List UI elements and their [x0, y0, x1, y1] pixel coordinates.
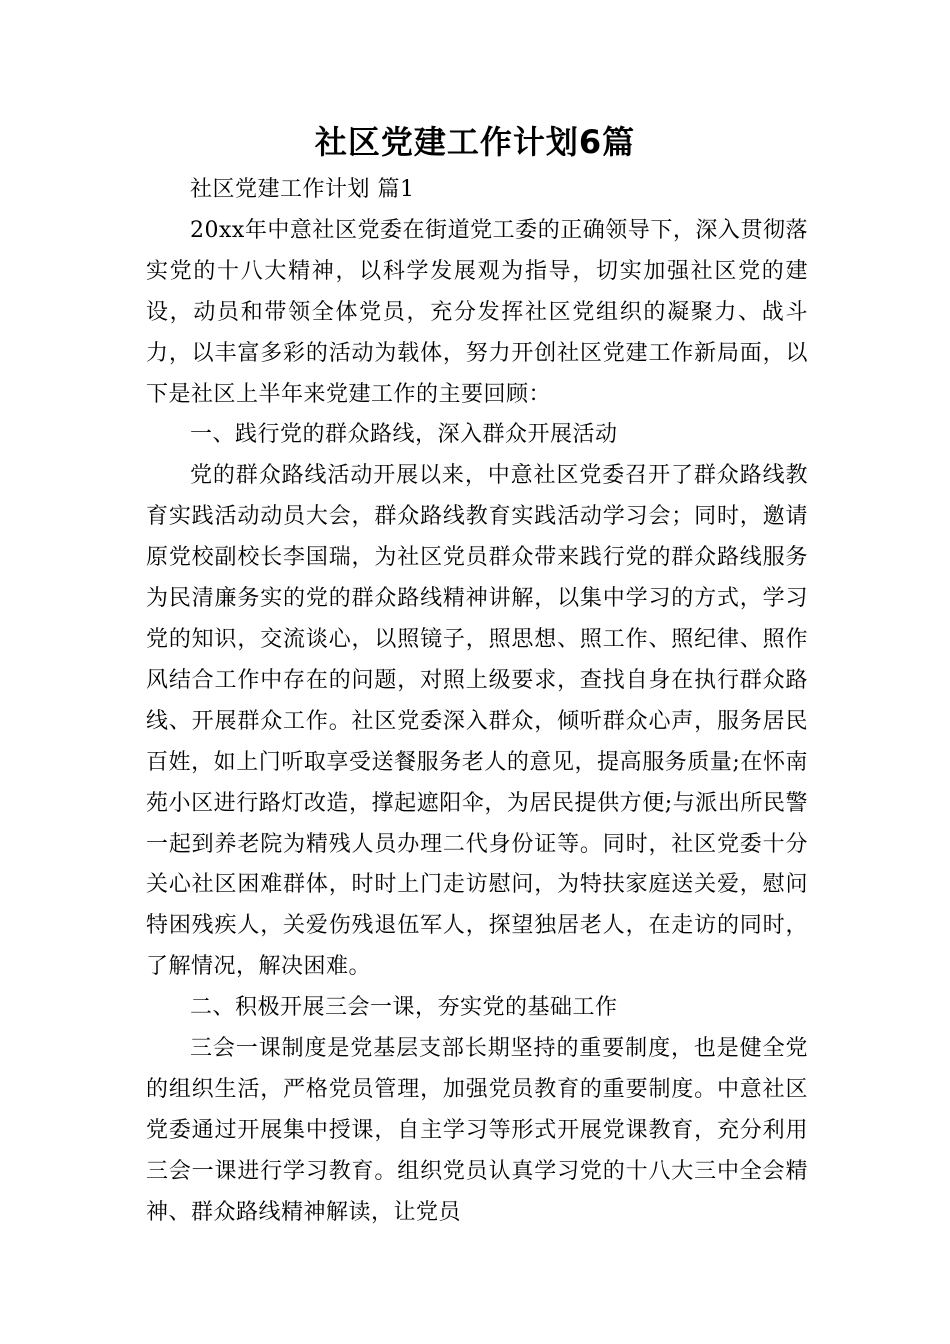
document-title: 社区党建工作计划6篇 [314, 123, 636, 161]
section-heading: 社区党建工作计划 篇1 [190, 177, 415, 202]
document-body [146, 170, 808, 1234]
section-heading: 一、践行党的群众路线，深入群众开展活动 [190, 422, 618, 448]
paragraph: 党的群众路线活动开展以来，中意社区党委召开了群众路线教育实践活动动员大会，群众路线教育实践活动学习会；同时，邀请原党校副校长李国瑞，为社区党员群众带来践行党的群众路线服务为民清廉务实的党的群众路线精神讲解，以集中学习的方式，学习党的知识，交流谈心，以照镜子，照思想、照工作、照纪律、照作风结合工作中存在的问题，对照上级要求，查找自身在执行群众路线、开展群众工作。社区党委深入群众，倾听群众心声，服务居民百姓，如上门听取享受送餐服务老人的意见，提高服务质量;在怀南苑小区进行路灯改造，撑起遮阳伞，为居民提供方便;与派出所民警一起到养老院为精残人员办理二代身份证等。同时，社区党委十分关心社区困难群体，时时上门走访慰问，为特扶家庭送关爱，慰问特困残疾人，关爱伤残退伍军人，探望独居老人，在走访的同时，了解情况，解决困难。 [146, 463, 808, 980]
paragraph: 20xx年中意社区党委在街道党工委的正确领导下，深入贯彻落实党的十八大精神，以科学发展观为指导，切实加强社区党的建设，动员和带领全体党员，充分发挥社区党组织的凝聚力、战斗力，以丰富多彩的活动为载体，努力开创社区党建工作新局面，以下是社区上半年来党建工作的主要回顾： [146, 217, 808, 407]
section-heading: 二、积极开展三会一课，夯实党的基础工作 [190, 995, 618, 1021]
paragraph: 三会一课制度是党基层支部长期坚持的重要制度，也是健全党的组织生活，严格党员管理，加强党员教育的重要制度。中意社区党委通过开展集中授课，自主学习等形式开展党课教育，充分利用三会一课进行学习教育。组织党员认真学习党的十八大三中全会精神、群众路线精神解读，让党员 [146, 1036, 808, 1225]
